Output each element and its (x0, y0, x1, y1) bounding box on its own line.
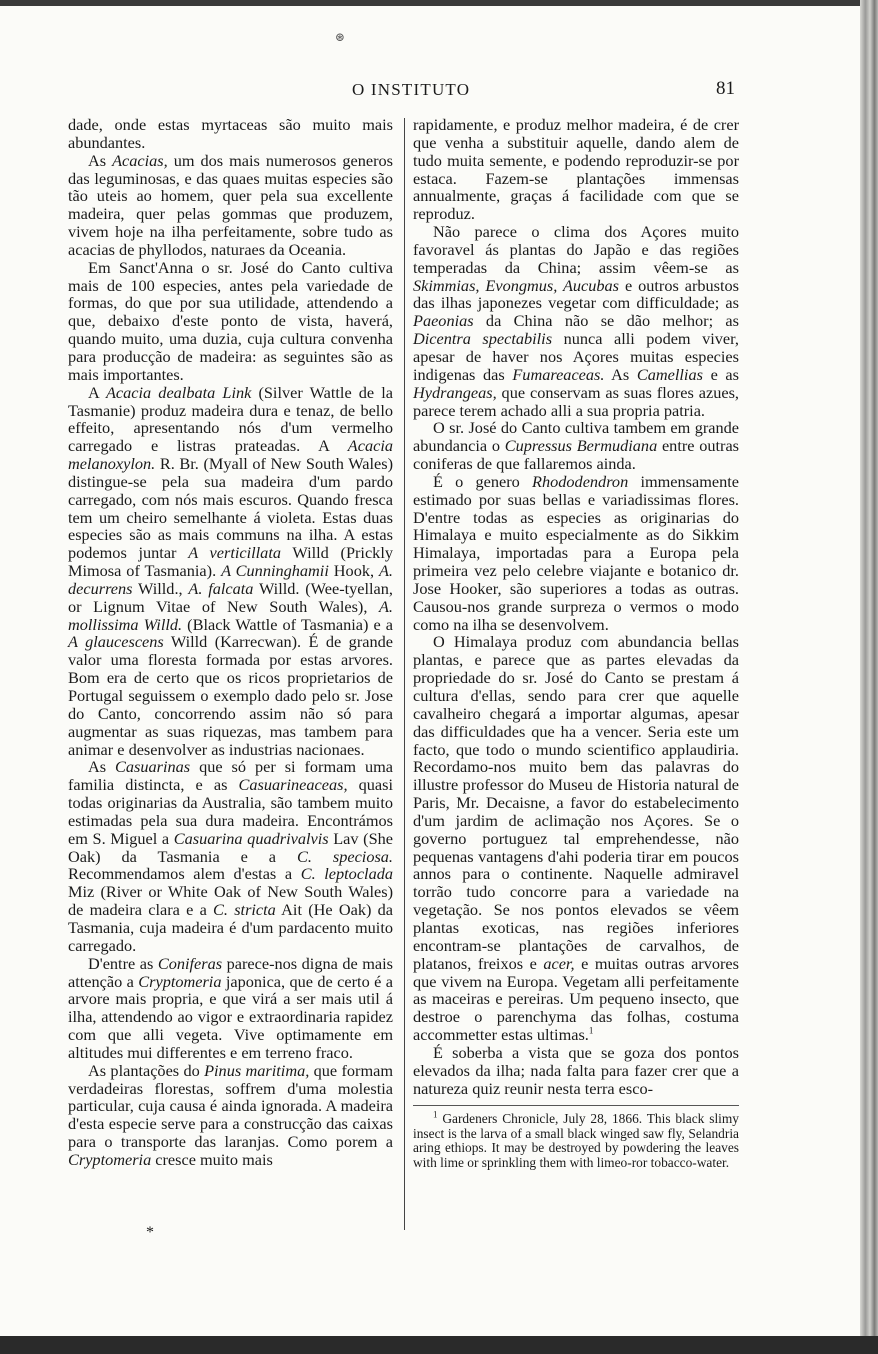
book-edge (860, 0, 878, 1354)
page-number: 81 (716, 78, 735, 99)
scan-border (0, 1336, 878, 1354)
paragraph: Em Sanct'Anna o sr. José do Canto cultiva mais de 100 especies, antes pela variedade de formas, do que por sua utilidade, attendendo a que, debaixo d'este ponto de vista, haverá, quando muito, uma duzia, cuja cultura convenha para producção de madeira: as seguintes são as mais importantes. (68, 257, 393, 384)
footnote: $^1$ Gardeners Chronicle, July 28, 1866. This black slimy insect is the larva of a small black winged saw fly, Selandria aring ethiops. It may be destroyed by powdering the leaves with lime or sprinkling them with limeo-ror tobacco-water. (413, 1109, 739, 1170)
paragraph: É soberba a vista que se goza dos pontos elevados da ilha; nada falta para fazer crer que a natureza quiz reunir nesta terra esco- (413, 1042, 739, 1098)
paragraph: dade, onde estas myrtaceas são muito mais abundantes. (68, 115, 393, 152)
footnote-rule (413, 1105, 739, 1106)
paragraph: As Casuarinas que só per si formam uma familia distincta, e as Casuarineaceas, quasi todas originarias da Australia, são tambem muito estimadas pela sua dura madeira. Encontrámos em S. Miguel a Casuarina quadrivalvis Lav (She Oak) da Tasmania e a C. speciosa. Recommendamos alem d'estas a C. leptoclada Miz (River or White Oak of New South Wales) de madeira clara e a C. stricta Ait (He Oak) da Tasmania, cuja madeira é d'um pardacento muito carregado. (68, 757, 394, 955)
library-stamp: ⊛ (335, 30, 346, 44)
paragraph: rapidamente, e produz melhor madeira, é de crer que venha a substituir aquelle, dando alem de tudo muita semente, e podendo reproduzir-se por estaca. Fazem-se plantações immensas annualmente, graças á facilidade com que se reproduz. (413, 115, 739, 224)
right-column (413, 116, 739, 1170)
paragraph: O Himalaya produz com abundancia bellas plantas, e parece que as partes elevadas da propriedade do sr. José do Canto se prestam á cultura d'ellas, sendo para crer que aquelle cavalheiro chegará a importar algumas, apesar das difficuldades que ha a vencer. Seria este um facto, que todo o mundo scientifico applaudiria. Recordamo-nos muito bem das palavras do illustre professor do Museu de Historia natural de Paris, Mr. Decaisne, a favor do estabelecimento d'um jardim de aclimação nos Açores. Se o governo portuguez tal emprehendesse, não pequenas vantagens d'ahi poderia tirar em poucos annos para o continente. Naquelle admiravel torrão tudo concorre para a variedade na vegetação. Se nos pontos elevados se vêem plantas exoticas, nas regiões inferiores encontram-se plantações de carvalhos, de platanos, freixos e acer, e muitas outras arvores que vivem na Europa. Vegetam alli perfeitamente as maceiras e pereiras. Um pequeno insecto, que destroe o parenchyma das folhas, costuma accommetter estas ultimas.$^1$ (413, 632, 739, 1045)
paragraph: As plantações do Pinus maritima, que formam verdadeiras florestas, soffrem d'uma molestia particular, cuja causa é ainda ignorada. A madeira d'esta especie serve para a construcção das caixas para o transporte das laranjas. Como porem a Cryptomeria cresce muito mais (68, 1060, 394, 1169)
book-page (0, 6, 860, 1336)
paragraph: É o genero Rhododendron immensamente estimado por suas bellas e variadissimas flores. D'entre todas as especies as originarias do Himalaya e muito especialmente as do Sikkim Himalaya, importadas para a Europa pela primeira vez pelo celebre viajante e botanico dr. Jose Hooker, são superiores a todas as outras. Causou-nos grande surpreza o vermos o modo como na ilha se desenvolvem. (413, 471, 739, 634)
footnote-reference: 1 (588, 1025, 594, 1036)
paragraph: As Acacias, um dos mais numerosos generos das leguminosas, e das quaes muitas especies são tão uteis ao homem, quer pela sua excellente madeira, quer pelas gommas que produzem, vivem hoje na ilha perfeitamente, sobre tudo as acacias de phyllodos, naturaes da Oceania. (68, 150, 394, 259)
paragraph: A Acacia dealbata Link (Silver Wattle de la Tasmanie) produz madeira dura e tenaz, de bello effeito, apresentando nós d'um vermelho carregado e listras prateadas. A Acacia melanoxylon. R. Br. (Myall of New South Wales) distingue-se pela sua madeira d'um pardo carregado, com nós mais escuros. Quando fresca tem um cheiro semelhante á violeta. Estas duas especies são as mais communs na ilha. A estas podemos juntar A verticillata Willd (Prickly Mimosa of Tasmania). A Cunninghamii Hook, A. decurrens Willd., A. falcata Willd. (Wee-tyellan, or Lignum Vitae of New South Wales), A. mollissima Willd. (Black Wattle of Tasmania) e a A glaucescens Willd (Karrecwan). É de grande valor uma floresta formada por estas arvores. Bom era de certo que os ricos proprietarios de Portugal seguissem o exemplo dado pelo sr. Jose do Canto, concorrendo assim não só para augmentar as suas riquezas, mas tambem para animar e desenvolver as industrias nacionaes. (68, 382, 394, 759)
left-column (68, 116, 393, 1169)
column-divider (404, 118, 405, 1230)
paragraph: D'entre as Coniferas parece-nos digna de mais attenção a Cryptomeria japonica, que de certo é a arvore mais propria, e que virá a ser mais util á ilha, attendendo ao vigor e extraordinaria rapidez com que alli vegeta. Vive optimamente em altitudes mui differentes e em terreno fraco. (68, 953, 394, 1062)
signature-mark: * (146, 1224, 154, 1241)
paragraph: Não parece o clima dos Açores muito favoravel ás plantas do Japão e das regiões temperadas da China; assim vêem-se as Skimmias, Evongmus, Aucubas e outros arbustos das ilhas japonezes vegetar com difficuldade; as Paeonias da China não se dão melhor; as Dicentra spectabilis nunca alli podem viver, apesar de haver nos Açores muitas especies indigenas das Fumareaceas. As Camellias e as Hydrangeas, que conservam as suas flores azues, parece terem achado alli a sua propria patria. (413, 222, 739, 420)
running-title: O INSTITUTO (352, 80, 471, 99)
paragraph: O sr. José do Canto cultiva tambem em grande abundancia o Cupressus Bermudiana entre outras coniferas de que fallaremos ainda. (413, 418, 740, 474)
